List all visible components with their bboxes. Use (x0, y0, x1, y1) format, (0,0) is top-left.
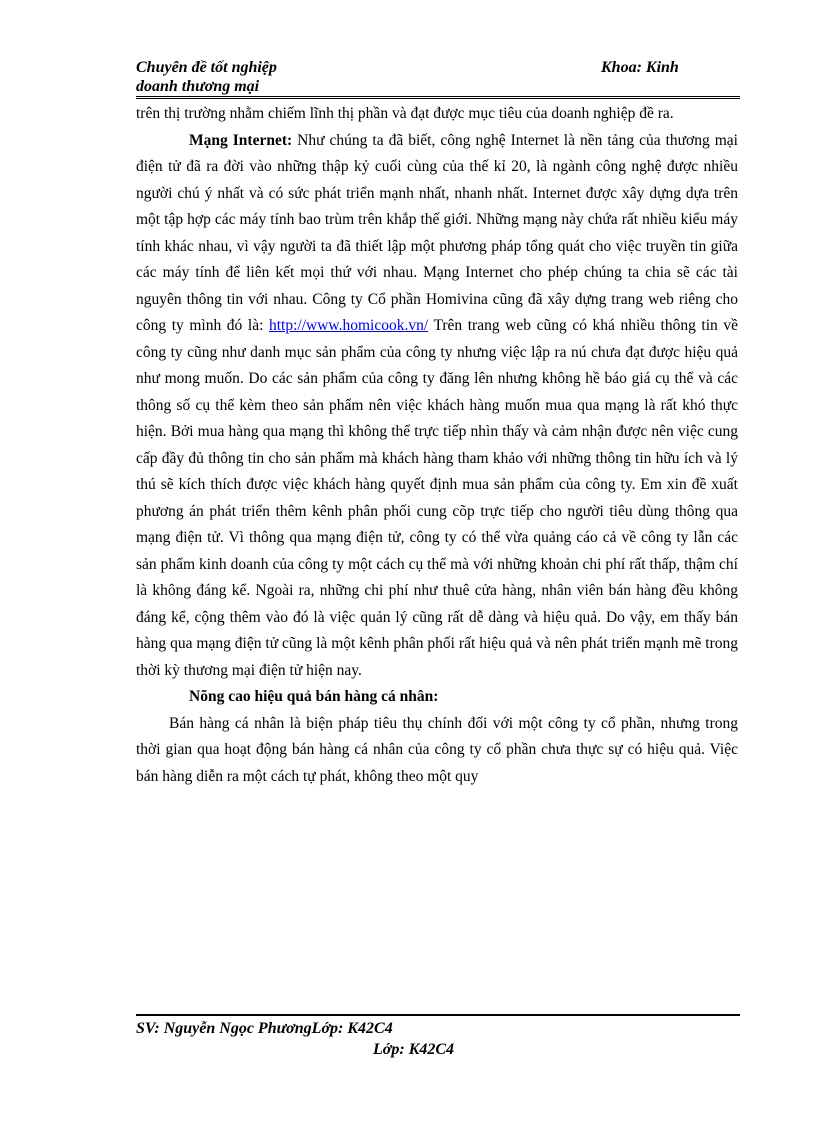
header-field: doanh thương mại (136, 78, 260, 95)
internet-text-a: Như chúng ta đã biết, công nghệ Internet là nền tảng của thương mại điện tử đã ra đời vào những thập kỷ cuối cùng của thế kỉ 20, là ngành công nghệ được nhiều người chú ý nhất và có sức phát triển mạnh nhất, nhanh nhất. Internet được xây dựng dựa trên một tập hợp các máy tính bao trùm trên khắp thế giới. Những mạng này chứa rất nhiều kiểu máy tính khác nhau, vì vậy người ta đã thiết lập một phương pháp tổng quát cho việc truyền tin giữa các máy tính để liên kết mọi thứ với nhau. Mạng Internet cho phép chúng ta chia sẽ các tài nguyên thông tin với nhau. Công ty Cổ phần Homivina cũng đã xây dựng trang web riêng cho công ty mình đó là: (136, 131, 738, 334)
website-link[interactable]: http://www.homicook.vn/ (268, 317, 429, 334)
paragraph-internet (136, 128, 738, 685)
page-header (136, 58, 740, 98)
document-body (136, 101, 738, 790)
internet-heading: Mạng Internet: (189, 131, 293, 149)
footer-divider (136, 1014, 740, 1016)
header-faculty: Khoa: Kinh (601, 59, 679, 76)
section-heading-personal-selling (136, 684, 738, 711)
personal-selling-heading: Nõng cao hiệu quả bán hàng cá nhân: (189, 688, 439, 705)
footer-class: Lớp: K42C4 (373, 1041, 455, 1058)
internet-text-b: Trên trang web cũng có khá nhiều thông tin về công ty cũng như danh mục sản phẩm của công ty nhưng việc lập ra nú chưa đạt được hiệu quả như mong muốn. Do các sản phẩm của công ty đăng lên nhưng không hề báo giá cụ thể và các thông số cụ thể kèm theo sản phẩm nên việc khách hàng muốn mua qua mạng là rất khó thực hiện. Bởi mua hàng qua mạng thì không thể trực tiếp nhìn thấy và cảm nhận được nên việc cung cấp đầy đủ thông tin cho sản phẩm mà khách hàng tham khảo với những thông tin hữu ích và lý thú sẽ kích thích được việc khách hàng quyết định mua sản phẩm của công ty. Em xin đề xuất phương án phát triển thêm kênh phân phối cung cõp trực tiếp cho người tiêu dùng thông qua mạng điện tử. Vì thông qua mạng điện tử, công ty có thể vừa quảng cáo cả về công ty lẫn các sản phẩm kinh doanh của công ty một cách cụ thể mà với những khoản chi phí rất thấp, thậm chí là không đáng kể. Ngoài ra, những chi phí như thuê cửa hàng, nhân viên bán hàng đều không đáng kể, cộng thêm vào đó là việc quản lý cũng rất dễ dàng và hiệu quả. Do vậy, em thấy bán hàng qua mạng điện tử cũng là một kênh phân phối rất hiệu quả và nên phát triển mạnh mẽ trong thời kỳ thương mại điện tử hiện nay. (136, 317, 738, 679)
page-footer (136, 1018, 740, 1060)
header-divider (136, 96, 740, 99)
footer-student: SV: Nguyễn Ngọc PhươngLớp: K42C4 (136, 1020, 393, 1037)
paragraph-personal-selling: Bán hàng cá nhân là biện pháp tiêu thụ chính đối với một công ty cổ phần, nhưng trong thời gian qua hoạt động bán hàng cá nhân của công ty cổ phần chưa thực sự có hiệu quả. Việc bán hàng diễn ra một cách tự phát, không theo một quy (136, 714, 738, 785)
paragraph-continuation: trên thị trường nhằm chiếm lĩnh thị phần và đạt được mục tiêu của doanh nghiệp đề ra. (136, 105, 674, 122)
header-document-type: Chuyên đề tốt nghiệp (136, 59, 277, 76)
